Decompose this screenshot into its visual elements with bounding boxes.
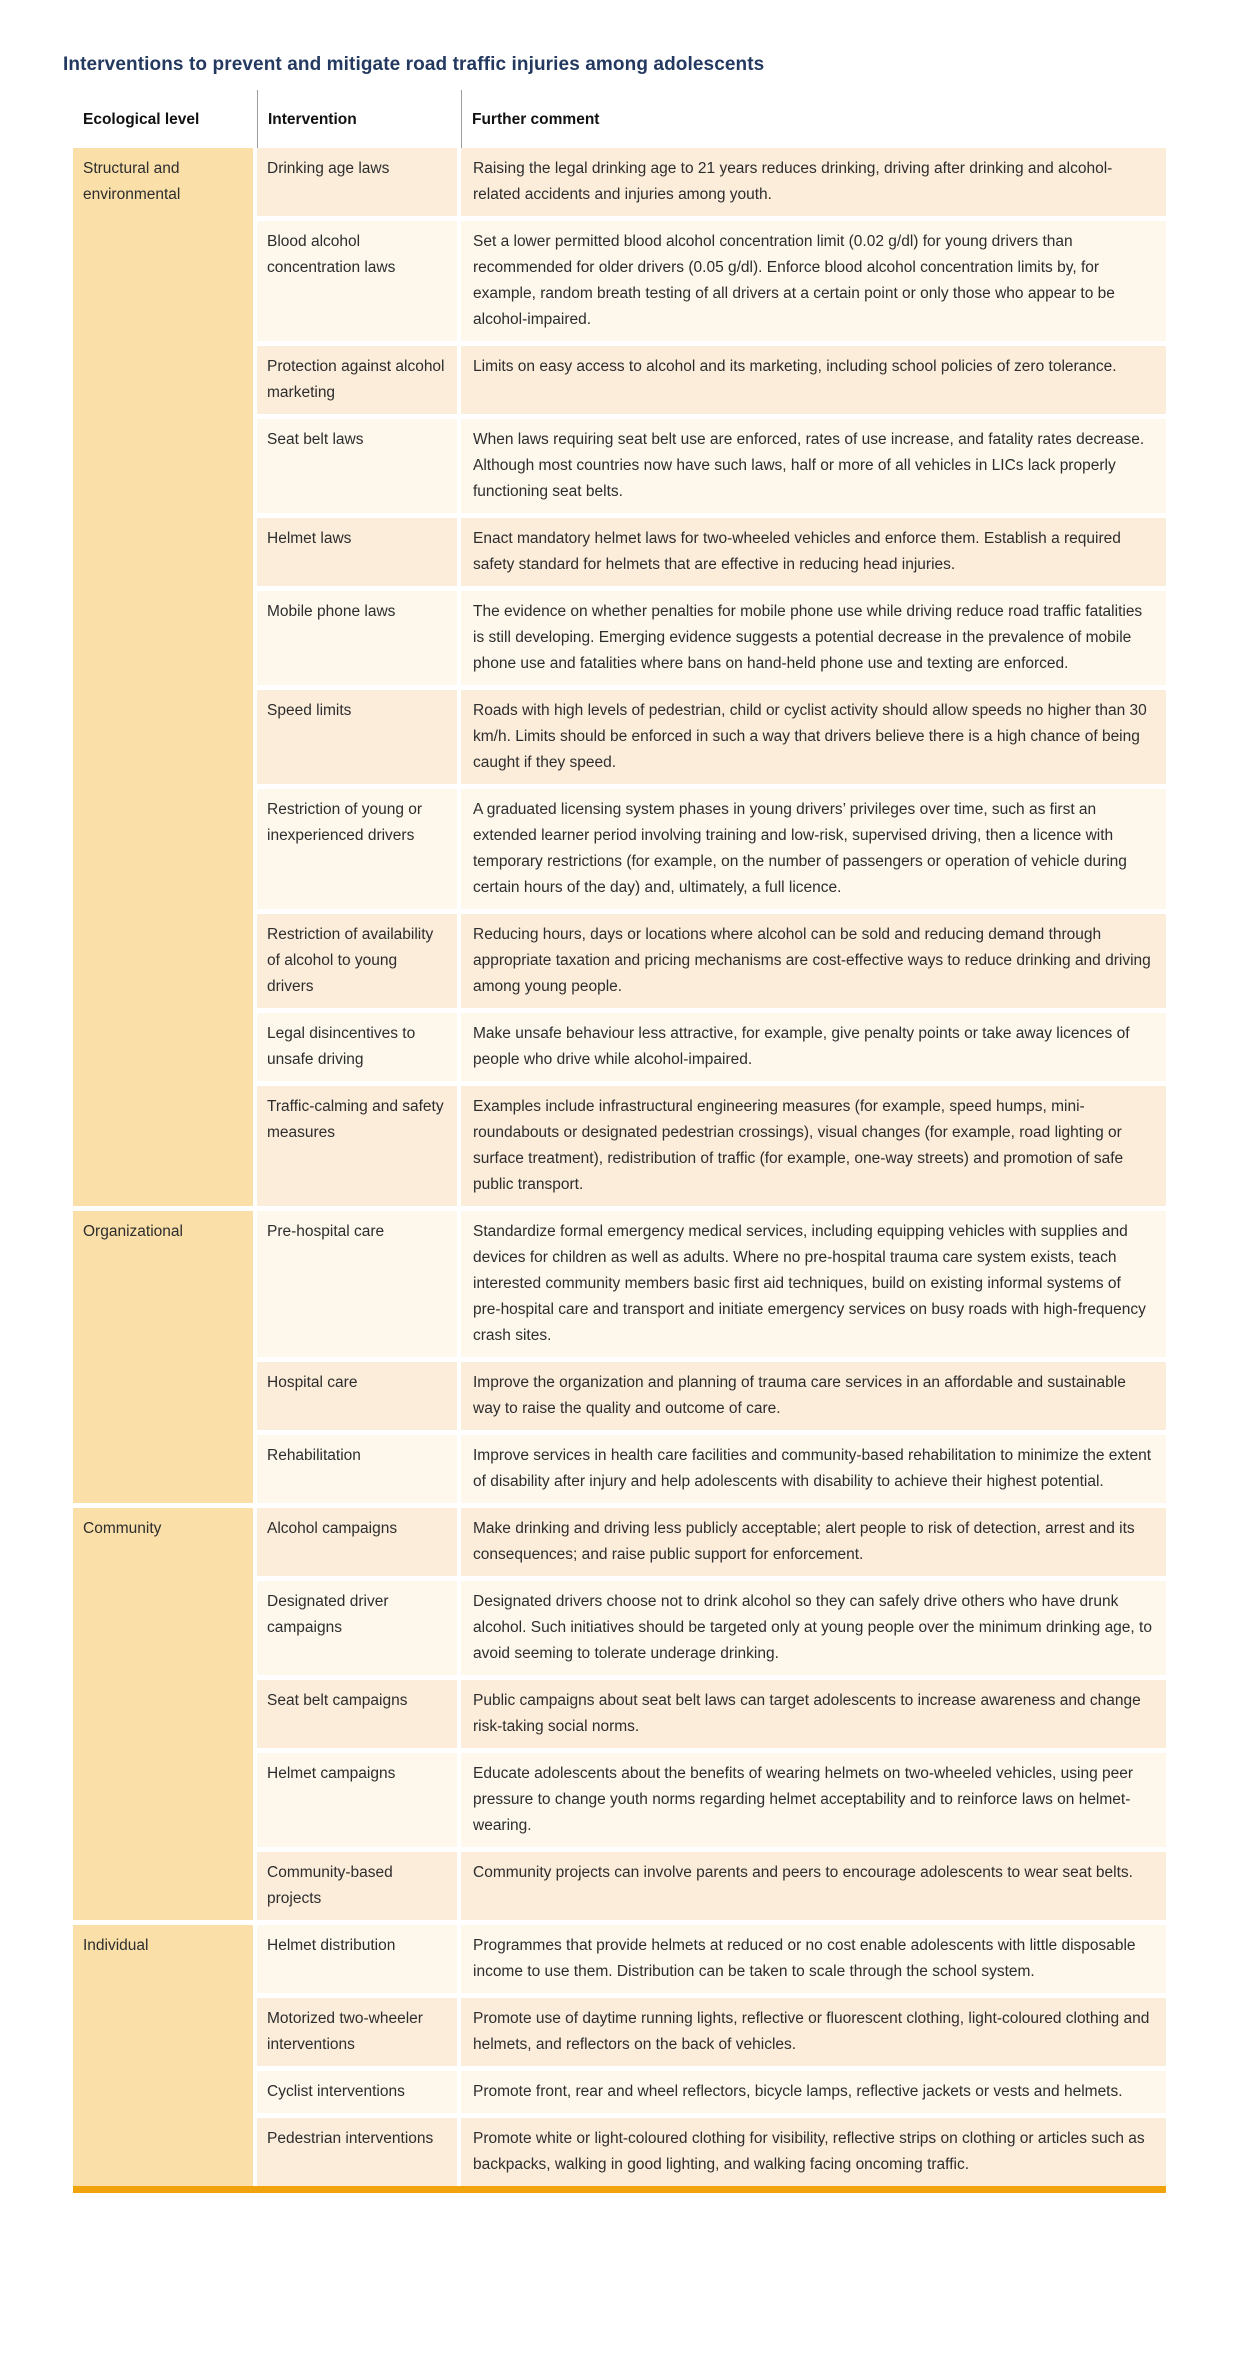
further-comment-cell: Community projects can involve parents and peers to encourage adolescents to wear seat belts. xyxy=(461,1852,1166,1920)
further-comment-cell: Promote white or light-coloured clothing for visibility, reflective strips on clothing or articles such as backpacks, walking in good lighting, and walking facing oncoming traffic. xyxy=(461,2118,1166,2186)
table-row xyxy=(257,221,1166,341)
further-comment-cell: Reducing hours, days or locations where alcohol can be sold and reducing demand through appropriate taxation and pricing mechanisms are cost-effective ways to reduce drinking and driving among young people. xyxy=(461,914,1166,1008)
table-row xyxy=(257,1753,1166,1847)
table-row xyxy=(257,1680,1166,1748)
further-comment-cell: Promote front, rear and wheel reflectors, bicycle lamps, reflective jackets or vests and helmets. xyxy=(461,2071,1166,2113)
table-row xyxy=(257,914,1166,1008)
table-row xyxy=(257,1925,1166,1993)
page-title: Interventions to prevent and mitigate road traffic injuries among adolescents xyxy=(63,54,765,75)
table-header-row xyxy=(73,90,1166,148)
further-comment-cell: A graduated licensing system phases in young drivers’ privileges over time, such as first an extended learner period involving training and low-risk, supervised driving, then a licence with temporary restrictions (for example, on the number of passengers or operation of vehicle during certain hours of the day) and, ultimately, a full licence. xyxy=(461,789,1166,909)
section-rows xyxy=(257,148,1166,1206)
intervention-cell: Restriction of young or inexperienced drivers xyxy=(257,789,457,909)
further-comment-cell: Enact mandatory helmet laws for two-wheeled vehicles and enforce them. Establish a required safety standard for helmets that are effective in reducing head injuries. xyxy=(461,518,1166,586)
ecological-level-cell: Structural and environmental xyxy=(73,148,253,1206)
intervention-cell: Helmet distribution xyxy=(257,1925,457,1993)
table-row xyxy=(257,2071,1166,2113)
table-row xyxy=(257,1998,1166,2066)
further-comment-cell: Educate adolescents about the benefits of wearing helmets on two-wheeled vehicles, using peer pressure to change youth norms regarding helmet acceptability and to reinforce laws on helmet-wearing. xyxy=(461,1753,1166,1847)
table-row xyxy=(257,1086,1166,1206)
table-row xyxy=(257,1211,1166,1357)
intervention-cell: Community-based projects xyxy=(257,1852,457,1920)
interventions-table xyxy=(73,90,1166,2193)
column-header-ecological-level: Ecological level xyxy=(83,111,200,128)
further-comment-cell: Improve services in health care facilities and community-based rehabilitation to minimize the extent of disability after injury and help adolescents with disability to achieve their highest potential. xyxy=(461,1435,1166,1503)
table-row xyxy=(257,1581,1166,1675)
section-rows xyxy=(257,1211,1166,1503)
ecological-level-cell: Community xyxy=(73,1508,253,1920)
table-row xyxy=(257,1362,1166,1430)
further-comment-cell: Programmes that provide helmets at reduced or no cost enable adolescents with little disposable income to use them. Distribution can be taken to scale through the school system. xyxy=(461,1925,1166,1993)
further-comment-cell: Public campaigns about seat belt laws can target adolescents to increase awareness and change risk-taking social norms. xyxy=(461,1680,1166,1748)
further-comment-cell: Make drinking and driving less publicly acceptable; alert people to risk of detection, arrest and its consequences; and raise public support for enforcement. xyxy=(461,1508,1166,1576)
table-section-0 xyxy=(73,148,1166,1206)
section-rows xyxy=(257,1508,1166,1920)
intervention-cell: Seat belt laws xyxy=(257,419,457,513)
intervention-cell: Drinking age laws xyxy=(257,148,457,216)
further-comment-cell: The evidence on whether penalties for mobile phone use while driving reduce road traffic fatalities is still developing. Emerging evidence suggests a potential decrease in the prevalence of mobile phone use and fatalities where bans on hand-held phone use and texting are enforced. xyxy=(461,591,1166,685)
further-comment-cell: Improve the organization and planning of trauma care services in an affordable and sustainable way to raise the quality and outcome of care. xyxy=(461,1362,1166,1430)
intervention-cell: Speed limits xyxy=(257,690,457,784)
table-row xyxy=(257,346,1166,414)
table-section-1 xyxy=(73,1211,1166,1503)
intervention-cell: Seat belt campaigns xyxy=(257,1680,457,1748)
table-row xyxy=(257,1435,1166,1503)
table-row xyxy=(257,690,1166,784)
table-row xyxy=(257,1508,1166,1576)
table-section-2 xyxy=(73,1508,1166,1920)
ecological-level-cell: Organizational xyxy=(73,1211,253,1503)
intervention-cell: Mobile phone laws xyxy=(257,591,457,685)
intervention-cell: Pre-hospital care xyxy=(257,1211,457,1357)
section-rows xyxy=(257,1925,1166,2186)
intervention-cell: Blood alcohol concentration laws xyxy=(257,221,457,341)
table-row xyxy=(257,789,1166,909)
table-row xyxy=(257,148,1166,216)
further-comment-cell: Set a lower permitted blood alcohol concentration limit (0.02 g/dl) for young drivers than recommended for older drivers (0.05 g/dl). Enforce blood alcohol concentration limits by, for example, random breath testing of all drivers at a certain point or only those who appear to be alcohol-impaired. xyxy=(461,221,1166,341)
table-section-3 xyxy=(73,1925,1166,2186)
table-body xyxy=(73,148,1166,2186)
further-comment-cell: When laws requiring seat belt use are enforced, rates of use increase, and fatality rates decrease. Although most countries now have such laws, half or more of all vehicles in LICs lack properly functioning seat belts. xyxy=(461,419,1166,513)
intervention-cell: Alcohol campaigns xyxy=(257,1508,457,1576)
further-comment-cell: Designated drivers choose not to drink alcohol so they can safely drive others who have drunk alcohol. Such initiatives should be targeted only at young people over the minimum drinking age, to avoid seeming to tolerate underage drinking. xyxy=(461,1581,1166,1675)
column-header-intervention: Intervention xyxy=(257,90,461,148)
further-comment-cell: Roads with high levels of pedestrian, child or cyclist activity should allow speeds no higher than 30 km/h. Limits should be enforced in such a way that drivers believe there is a high chance of being caught if they speed. xyxy=(461,690,1166,784)
table-row xyxy=(257,419,1166,513)
ecological-level-cell: Individual xyxy=(73,1925,253,2186)
further-comment-cell: Make unsafe behaviour less attractive, for example, give penalty points or take away licences of people who drive while alcohol-impaired. xyxy=(461,1013,1166,1081)
table-row xyxy=(257,1852,1166,1920)
intervention-cell: Restriction of availability of alcohol to young drivers xyxy=(257,914,457,1008)
further-comment-cell: Limits on easy access to alcohol and its marketing, including school policies of zero tolerance. xyxy=(461,346,1166,414)
intervention-cell: Rehabilitation xyxy=(257,1435,457,1503)
intervention-cell: Motorized two-wheeler interventions xyxy=(257,1998,457,2066)
further-comment-cell: Raising the legal drinking age to 21 years reduces drinking, driving after drinking and alcohol-related accidents and injuries among youth. xyxy=(461,148,1166,216)
intervention-cell: Helmet laws xyxy=(257,518,457,586)
table-row xyxy=(257,591,1166,685)
table-row xyxy=(257,1013,1166,1081)
intervention-cell: Traffic-calming and safety measures xyxy=(257,1086,457,1206)
table-row xyxy=(257,2118,1166,2186)
table-row xyxy=(257,518,1166,586)
column-header-further-comment: Further comment xyxy=(461,90,1166,148)
table-bottom-bar xyxy=(73,2186,1166,2193)
further-comment-cell: Promote use of daytime running lights, reflective or fluorescent clothing, light-coloured clothing and helmets, and reflectors on the back of vehicles. xyxy=(461,1998,1166,2066)
further-comment-cell: Examples include infrastructural engineering measures (for example, speed humps, mini-roundabouts or designated pedestrian crossings), visual changes (for example, road lighting or surface treatment), redistribution of traffic (for example, one-way streets) and promotion of safe public transport. xyxy=(461,1086,1166,1206)
intervention-cell: Legal disincentives to unsafe driving xyxy=(257,1013,457,1081)
intervention-cell: Hospital care xyxy=(257,1362,457,1430)
further-comment-cell: Standardize formal emergency medical services, including equipping vehicles with supplies and devices for children as well as adults. Where no pre-hospital trauma care system exists, teach interested community members basic first aid techniques, build on existing informal systems of pre-hospital care and transport and initiate emergency services on busy roads with high-frequency crash sites. xyxy=(461,1211,1166,1357)
intervention-cell: Helmet campaigns xyxy=(257,1753,457,1847)
intervention-cell: Pedestrian interventions xyxy=(257,2118,457,2186)
intervention-cell: Protection against alcohol marketing xyxy=(257,346,457,414)
intervention-cell: Cyclist interventions xyxy=(257,2071,457,2113)
intervention-cell: Designated driver campaigns xyxy=(257,1581,457,1675)
